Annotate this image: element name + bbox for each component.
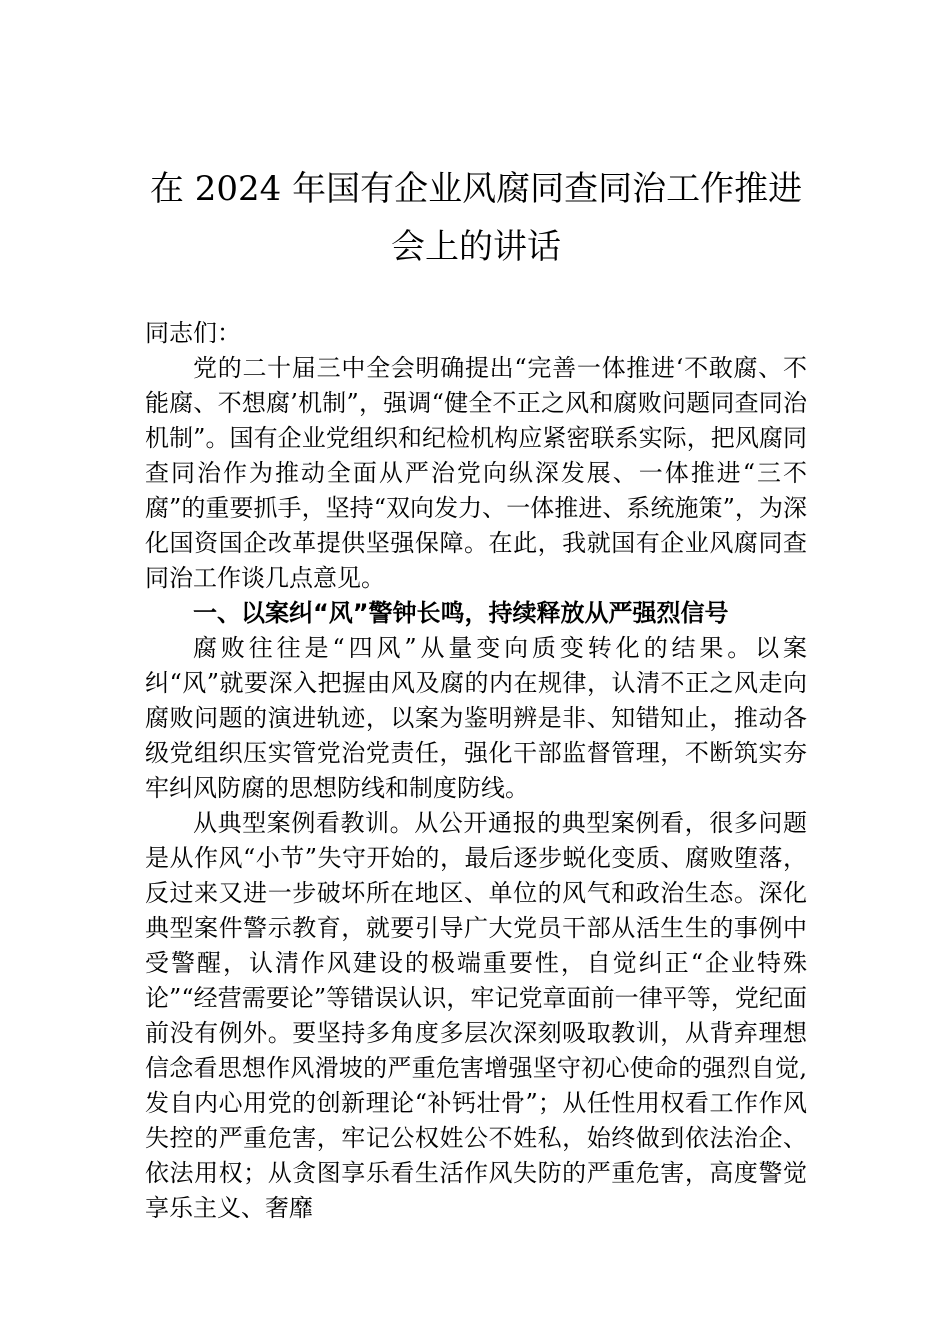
body-paragraph-1: 腐败往往是“四风”从量变向质变转化的结果。以案纠“风”就要深入把握由风及腐的内在规律，认清不正之风走向腐败问题的演进轨迹，以案为鉴明辨是非、知错知止，推动各级党组织压实管党治党责任，强化干部监督管理，不断筑实夯牢纠风防腐的思想防线和制度防线。 <box>145 634 807 802</box>
title-line-1: 在 2024 年国有企业风腐同查同治工作推进 <box>149 169 803 209</box>
title-line-2: 会上的讲话 <box>391 227 561 267</box>
intro-paragraph: 党的二十届三中全会明确提出“完善一体推进‘不敢腐、不能腐、不想腐’机制”，强调“健全不正之风和腐败问题同查同治机制”。国有企业党组织和纪检机构应紧密联系实际，把风腐同查同治作为推动全面从严治党向纵深发展、一体推进“三不腐”的重要抓手，坚持“双向发力、一体推进、系统施策”，为深化国资国企改革提供坚强保障。在此，我就国有企业风腐同查同治工作谈几点意见。 <box>145 354 807 592</box>
section-heading-1: 一、以案纠“风”警钟长鸣，持续释放从严强烈信号 <box>193 599 729 627</box>
salutation: 同志们： <box>145 319 241 347</box>
document-title <box>145 160 807 276</box>
document-page <box>145 160 807 1226</box>
body-paragraph-2: 从典型案例看教训。从公开通报的典型案例看，很多问题是从作风“小节”失守开始的，最后逐步蜕化变质、腐败堕落，反过来又进一步破坏所在地区、单位的风气和政治生态。深化典型案件警示教育，就要引导广大党员干部从活生生的事例中受警醒，认清作风建设的极端重要性，自觉纠正“企业特殊论”“经营需要论”等错误认识，牢记党章面前一律平等，党纪面前没有例外。要坚持多角度多层次深刻吸取教训，从背弃理想信念看思想作风滑坡的严重危害增强坚守初心使命的强烈自觉,发自内心用党的创新理论“补钙壮骨”；从任性用权看工作作风失控的严重危害，牢记公权姓公不姓私，始终做到依法治企、依法用权；从贪图享乐看生活作风失防的严重危害，高度警觉享乐主义、奢靡 <box>145 809 807 1222</box>
